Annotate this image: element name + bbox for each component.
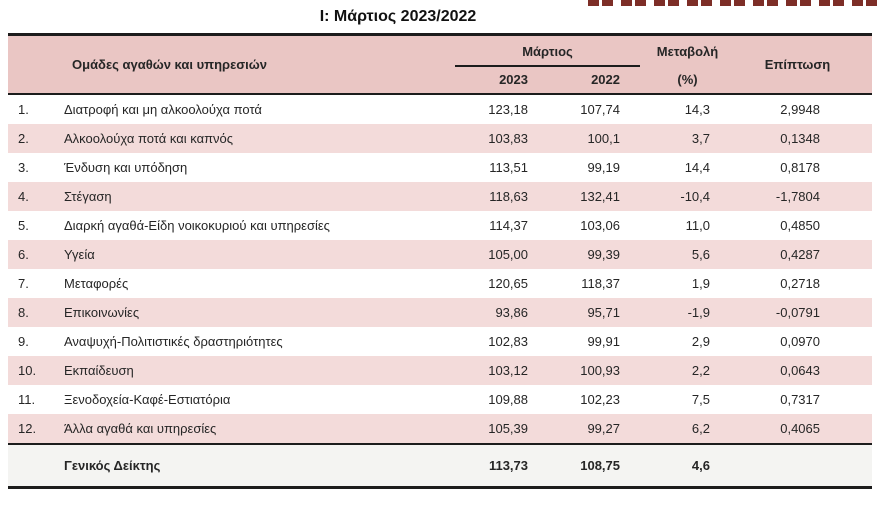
row-impact: 0,8178 <box>780 160 820 175</box>
table-row <box>8 269 872 298</box>
table-row <box>8 385 872 414</box>
row-category: Επικοινωνίες <box>64 305 140 320</box>
row-impact: 0,4850 <box>780 218 820 233</box>
table-row <box>8 182 872 211</box>
row-category: Αλκοολούχα ποτά και καπνός <box>64 131 234 146</box>
row-change: 11,0 <box>685 218 710 233</box>
row-change: 5,6 <box>691 247 710 262</box>
row-number: 10. <box>18 363 37 378</box>
table-row <box>8 124 872 153</box>
row-impact: 0,0970 <box>780 334 820 349</box>
row-category: Ξενοδοχεία-Καφέ-Εστιατόρια <box>64 392 231 407</box>
header-years <box>455 67 640 93</box>
header-change-group <box>640 36 735 93</box>
table-body <box>8 95 872 443</box>
row-value-2022: 100,1 <box>587 131 620 146</box>
row-change: 1,9 <box>691 276 710 291</box>
row-change: -10,4 <box>680 189 710 204</box>
row-number: 2. <box>18 131 29 146</box>
row-value-2023: 103,12 <box>488 363 528 378</box>
cpi-table <box>8 33 872 489</box>
header-change-label: Μεταβολή <box>656 44 719 59</box>
row-number: 3. <box>18 160 29 175</box>
row-category: Στέγαση <box>64 189 112 204</box>
row-value-2023: 105,39 <box>488 421 528 436</box>
header-year-2022: 2022 <box>591 72 620 87</box>
row-value-2022: 99,19 <box>587 160 620 175</box>
row-value-2022: 95,71 <box>587 305 620 320</box>
table-row <box>8 211 872 240</box>
cropped-chart-bars-decor <box>588 0 880 6</box>
row-value-2022: 100,93 <box>580 363 620 378</box>
row-number: 6. <box>18 247 29 262</box>
row-value-2023: 114,37 <box>489 218 528 233</box>
row-number: 8. <box>18 305 29 320</box>
row-change: 7,5 <box>691 392 710 407</box>
row-category: Διαρκή αγαθά-Είδη νοικοκυριού και υπηρεσίες <box>64 218 330 233</box>
row-value-2022: 99,91 <box>587 334 620 349</box>
total-row <box>8 445 872 486</box>
row-number: 12. <box>18 421 37 436</box>
header-groups-label: Ομάδες αγαθών και υπηρεσιών <box>72 57 267 72</box>
row-value-2022: 103,06 <box>580 218 620 233</box>
total-label: Γενικός Δείκτης <box>64 458 161 473</box>
header-impact-label: Επίπτωση <box>764 57 831 72</box>
row-number: 1. <box>18 102 29 117</box>
row-impact: -0,0791 <box>775 305 820 320</box>
row-impact: 0,2718 <box>780 276 820 291</box>
table-row <box>8 298 872 327</box>
table-row <box>8 153 872 182</box>
row-impact: 0,4287 <box>780 247 820 262</box>
row-category: Υγεία <box>64 247 95 262</box>
row-value-2022: 99,39 <box>587 247 620 262</box>
row-value-2023: 113,51 <box>489 160 528 175</box>
total-value-2022: 108,75 <box>580 458 620 473</box>
header-change-unit: (%) <box>677 72 698 87</box>
row-value-2023: 109,88 <box>488 392 528 407</box>
row-number: 9. <box>18 334 29 349</box>
row-number: 5. <box>18 218 29 233</box>
total-value-2023: 113,73 <box>488 458 528 473</box>
row-value-2022: 107,74 <box>580 102 620 117</box>
row-impact: 0,1348 <box>780 131 820 146</box>
row-impact: 0,4065 <box>780 421 820 436</box>
row-change: 2,2 <box>691 363 710 378</box>
row-change: 3,7 <box>691 131 710 146</box>
row-category: Αναψυχή-Πολιτιστικές δραστηριότητες <box>64 334 283 349</box>
row-change: 14,3 <box>684 102 710 117</box>
row-value-2023: 102,83 <box>488 334 528 349</box>
row-category: Ένδυση και υπόδηση <box>64 160 188 175</box>
row-value-2022: 132,41 <box>580 189 620 204</box>
page-title: Ι: Μάρτιος 2023/2022 <box>319 8 477 25</box>
row-value-2023: 120,65 <box>488 276 528 291</box>
row-value-2023: 105,00 <box>488 247 528 262</box>
row-value-2022: 102,23 <box>580 392 620 407</box>
row-value-2022: 118,37 <box>581 276 620 291</box>
row-value-2023: 118,63 <box>489 189 528 204</box>
row-impact: 0,7317 <box>780 392 820 407</box>
row-change: -1,9 <box>687 305 710 320</box>
table-row <box>8 327 872 356</box>
row-category: Εκπαίδευση <box>64 363 134 378</box>
header-month-group <box>455 36 640 93</box>
row-number: 7. <box>18 276 29 291</box>
row-impact: 0,0643 <box>780 363 820 378</box>
row-category: Διατροφή και μη αλκοολούχα ποτά <box>64 102 262 117</box>
row-category: Μεταφορές <box>64 276 129 291</box>
total-change: 4,6 <box>691 458 710 473</box>
table-row <box>8 95 872 124</box>
row-value-2022: 99,27 <box>587 421 620 436</box>
row-number: 11. <box>18 392 36 407</box>
row-value-2023: 123,18 <box>488 102 528 117</box>
header-month-label: Μάρτιος <box>522 44 573 59</box>
row-change: 2,9 <box>691 334 710 349</box>
table-header <box>8 36 872 95</box>
row-change: 6,2 <box>691 421 710 436</box>
table-row <box>8 356 872 385</box>
row-value-2023: 103,83 <box>488 131 528 146</box>
row-impact: -1,7804 <box>775 189 820 204</box>
row-category: Άλλα αγαθά και υπηρεσίες <box>64 421 217 436</box>
table-row <box>8 414 872 443</box>
row-number: 4. <box>18 189 29 204</box>
header-year-2023: 2023 <box>499 72 528 87</box>
row-value-2023: 93,86 <box>495 305 528 320</box>
row-change: 14,4 <box>684 160 710 175</box>
row-impact: 2,9948 <box>780 102 820 117</box>
table-row <box>8 240 872 269</box>
